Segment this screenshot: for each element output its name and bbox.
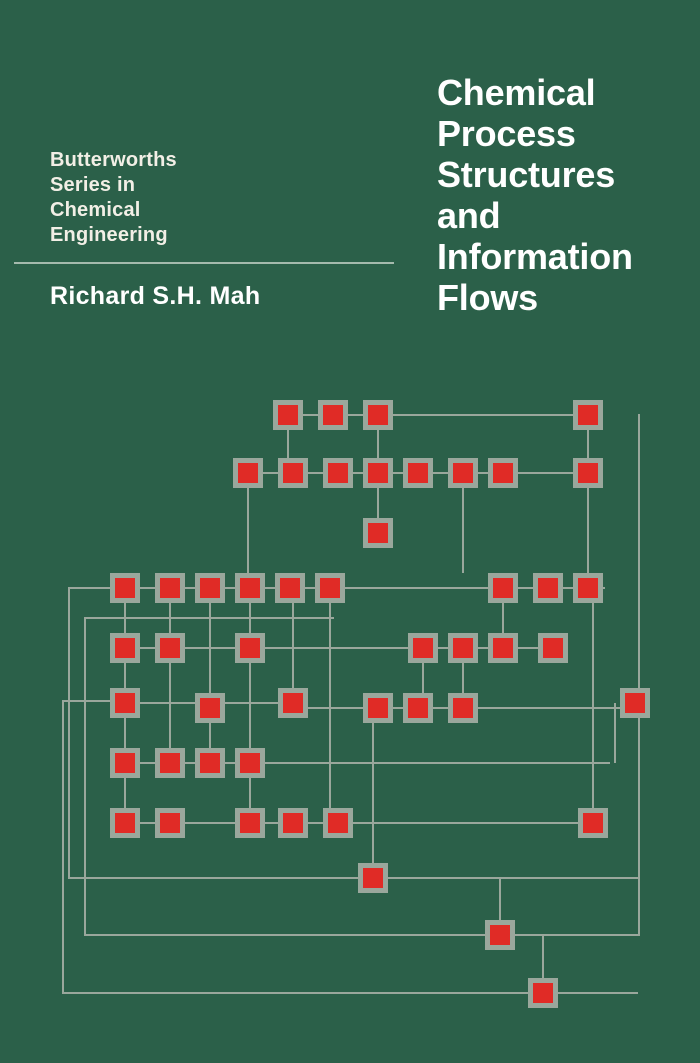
diagram-node <box>323 808 353 838</box>
diagram-node <box>195 693 225 723</box>
connector-line <box>372 723 374 863</box>
diagram-node <box>278 688 308 718</box>
title-line-3: Structures <box>437 154 616 195</box>
connector-line <box>84 934 485 936</box>
connector-line <box>558 992 638 994</box>
connector-line <box>462 488 464 573</box>
connector-line <box>422 663 424 693</box>
diagram-node <box>278 458 308 488</box>
connector-line <box>377 430 379 458</box>
connector-line <box>247 488 249 573</box>
diagram-node <box>233 458 263 488</box>
title-line-6: Flows <box>437 277 539 318</box>
diagram-node <box>235 573 265 603</box>
diagram-node <box>195 573 225 603</box>
connector-line <box>587 430 589 458</box>
author-name: Richard S.H. Mah <box>50 282 261 310</box>
series-line-1: Butterworths <box>50 149 177 171</box>
diagram-node <box>110 808 140 838</box>
connector-line <box>124 778 126 808</box>
connector-line <box>209 723 211 748</box>
connector-line <box>499 877 501 920</box>
connector-line <box>377 488 379 518</box>
diagram-node <box>620 688 650 718</box>
diagram-node <box>323 458 353 488</box>
diagram-node <box>155 748 185 778</box>
connector-line <box>393 414 603 416</box>
diagram-node <box>573 400 603 430</box>
connector-line <box>124 663 126 688</box>
connector-line <box>68 587 113 589</box>
diagram-node <box>315 573 345 603</box>
connector-line <box>542 934 544 978</box>
diagram-node <box>318 400 348 430</box>
diagram-node <box>528 978 558 1008</box>
diagram-node <box>485 920 515 950</box>
diagram-node <box>533 573 563 603</box>
connector-line <box>345 587 605 589</box>
diagram-node <box>235 633 265 663</box>
connector-line <box>169 603 171 748</box>
series-line-3: Chemical <box>50 199 141 221</box>
diagram-node <box>155 573 185 603</box>
connector-line <box>587 488 589 573</box>
diagram-node <box>488 573 518 603</box>
divider-rule <box>14 262 394 264</box>
connector-line <box>502 603 504 633</box>
diagram-node <box>273 400 303 430</box>
connector-line <box>265 762 610 764</box>
connector-line <box>68 877 368 879</box>
diagram-node <box>110 633 140 663</box>
connector-line <box>249 778 251 808</box>
diagram-node <box>488 458 518 488</box>
diagram-node <box>195 748 225 778</box>
diagram-node <box>573 458 603 488</box>
connector-line <box>84 617 86 934</box>
diagram-node <box>448 633 478 663</box>
connector-line <box>462 663 464 693</box>
connector-line <box>638 414 640 934</box>
connector-line <box>62 700 112 702</box>
diagram-node <box>155 808 185 838</box>
diagram-node <box>275 573 305 603</box>
connector-line <box>124 718 126 748</box>
connector-line <box>62 992 528 994</box>
connector-line <box>353 822 608 824</box>
book-title <box>437 72 689 318</box>
connector-line <box>249 663 251 748</box>
diagram-node <box>448 458 478 488</box>
diagram-node <box>110 688 140 718</box>
series-label <box>50 148 370 248</box>
connector-line <box>592 603 594 808</box>
diagram-node <box>363 400 393 430</box>
diagram-node <box>110 748 140 778</box>
connector-line <box>614 703 616 763</box>
diagram-node <box>538 633 568 663</box>
diagram-node <box>363 458 393 488</box>
connector-line <box>84 617 334 619</box>
connector-line <box>287 430 289 458</box>
title-line-5: Information <box>437 236 633 277</box>
diagram-node <box>363 693 393 723</box>
diagram-node <box>448 693 478 723</box>
connector-line <box>329 603 331 822</box>
connector-line <box>388 877 638 879</box>
title-line-1: Chemical <box>437 72 596 113</box>
diagram-node <box>278 808 308 838</box>
series-line-2: Series in <box>50 174 136 196</box>
connector-line <box>62 700 64 992</box>
diagram-node <box>578 808 608 838</box>
connector-line <box>515 934 640 936</box>
diagram-node <box>363 518 393 548</box>
diagram-node <box>358 863 388 893</box>
series-line-4: Engineering <box>50 224 168 246</box>
diagram-node <box>573 573 603 603</box>
title-line-2: Process <box>437 113 576 154</box>
diagram-node <box>408 633 438 663</box>
connector-line <box>292 603 294 688</box>
title-line-4: and <box>437 195 501 236</box>
diagram-node <box>155 633 185 663</box>
diagram-node <box>235 808 265 838</box>
diagram-node <box>110 573 140 603</box>
diagram-node <box>403 693 433 723</box>
diagram-node <box>235 748 265 778</box>
connector-line <box>68 587 70 877</box>
diagram-node <box>488 633 518 663</box>
diagram-node <box>403 458 433 488</box>
